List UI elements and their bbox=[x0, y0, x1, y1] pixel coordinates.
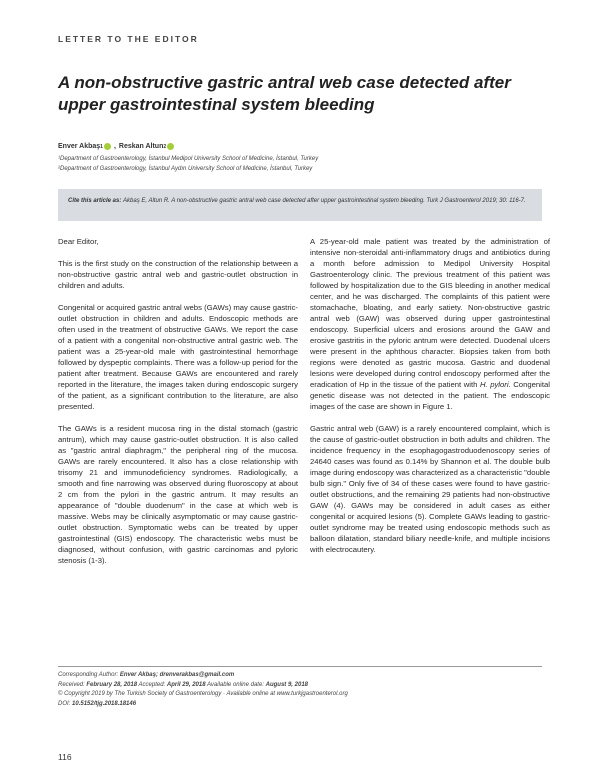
citation-box bbox=[58, 189, 542, 221]
footnotes bbox=[58, 671, 348, 709]
footnote-label: Corresponding Author: bbox=[58, 672, 119, 678]
paragraph: Congenital or acquired gastric antral webs (GAWs) may cause gastric-outlet obstruction in children and adults. Endoscopic methods are often used in the treatment of obstructive GAWs. We report the case of a patient with a congenital non-obstructive antral gastric web. The patient was a 25-year-old male with gastrointestinal hemorrhage followed by dyspeptic complaints. There was a follow-up period for the patient after treatment. Because GAWs are encountered and rarely reported in the literature, the images taken during endoscopic surgery of the patient, as a significant contribution to the literature, are also presented. bbox=[58, 303, 298, 411]
dates-line bbox=[58, 681, 348, 691]
copyright-line: © Copyright 2019 by The Turkish Society of Gastroenterology · Available online at www.turkjgastroenterol.org bbox=[58, 691, 348, 698]
paragraph-text: A 25-year-old male patient was treated by the administration of intensive non-steroidal anti-inflammatory drugs and antibiotics during a month before admission to Medipol University Hospital Gastroenterology clinic. The previous treatment of this patient was followed by hospitalization due to the GIS bleeding in another medical center, and he was discharged. The complaints of this patient were stomachache, bloating, and early satiety. Non-obstructive gastric antral web (GAW) was observed during upper gastrointestinal endoscopy. Superficial ulcers and erosions around the GAW and erosive gastritis in the pyloric antrum were detected. Duodenal ulcers were present in the aphthous character. Biopsies taken from both regions were denoted as gastric mucosa. Gastric and duodenal lesions were developed during control endoscopy performed after the eradication of Hp in the tissue of the patient with bbox=[310, 237, 550, 389]
online-date: August 9, 2018 bbox=[265, 681, 308, 688]
paragraph-text: . Congenital genetic disease was not detected in the patient. The endoscopic images of the case are shown in Figure 1. bbox=[310, 380, 551, 411]
paragraph: Gastric antral web (GAW) is a rarely encountered complaint, which is the cause of gastric-outlet obstruction in both adults and children. The incidence frequency in the esophagogastroduodenoscopy series of 24640 cases was found as 0.14% by Shannon et al. The double bulb image during endoscopy was characterized as a characteristic "double bulb sign." Only five of 34 of these cases were found to have gastric-outlet obstructions, and the remaining 29 patients had non-obstructive GAW (4). GAWs may be considered in adult cases as either congenital or acquired lesions (5). Complete GAWs leading to gastric-outlet syndrome may be treated using endoscopic methods such as balloon dilatation, standard biliary needle-knife, and multiple incisions with electrocautery. bbox=[310, 424, 550, 554]
author-affiliation-sup: 2 bbox=[163, 143, 167, 150]
paragraph: Dear Editor, bbox=[58, 237, 99, 246]
footnote-label: Accepted: bbox=[138, 681, 166, 688]
author-list bbox=[58, 143, 177, 150]
doi-line bbox=[58, 700, 348, 710]
author-name: Enver Akbaş bbox=[58, 143, 101, 150]
footnote-divider bbox=[58, 666, 542, 667]
author-affiliation-sup: 1 bbox=[100, 143, 103, 150]
body-column-left bbox=[58, 236, 298, 577]
doi-link[interactable]: 10.5152/tjg.2018.18146 bbox=[72, 700, 137, 707]
paragraph bbox=[310, 236, 550, 412]
corresponding-author bbox=[58, 671, 348, 681]
species-name: H. pylori bbox=[479, 380, 509, 389]
footnote-label: Received: bbox=[58, 681, 85, 688]
corresponding-name: Enver Akbaş; bbox=[119, 672, 158, 678]
orcid-icon[interactable] bbox=[167, 143, 174, 150]
body-column-right bbox=[310, 236, 550, 566]
footnote-label: DOI: bbox=[58, 700, 71, 707]
orcid-icon[interactable] bbox=[104, 143, 111, 150]
citation-text: Akbaş E, Altun R. A non-obstructive gastric antral web case detected after upper gastrointestinal system bleeding. Turk J Gastroenterol 2019; 30: 116-7. bbox=[123, 198, 526, 204]
accepted-date: April 29, 2018 bbox=[166, 681, 206, 688]
author-separator: , bbox=[113, 143, 116, 150]
section-label: LETTER TO THE EDITOR bbox=[58, 34, 199, 44]
citation-label: Cite this article as: bbox=[68, 198, 122, 204]
author-name: Reskan Altun bbox=[118, 143, 164, 150]
page-number: 116 bbox=[58, 752, 72, 762]
received-date: February 28, 2018 bbox=[86, 681, 138, 688]
paragraph: This is the first study on the construction of the relationship between a non-obstructive gastric antral web and gastric-outlet obstruction in children and adults. bbox=[58, 259, 298, 290]
paragraph: The GAWs is a resident mucosa ring in the distal stomach (gastric antrum), which may cause gastric-outlet obstruction. It is also called as "gastric antral diaphragm," the peripheral ring of the mucosa. GAWs are rarely encountered. It also has a close relationship with trisomy 21 and immunodeficiency syndromes. Radiologically, a smooth and fine narrowing was observed during fluoroscopy at about 2 cm from the pylori in the gastric antrum. It may results an appearance of "double duodenum" in the case at which web is massive. Webs may be clinically asymptomatic or may cause gastric-outlet obstruction. Symptomatic webs can be treated by upper gastrointestinal (GIS) endoscopy. The characteristic webs must be diagnosed, without confusion, with gastric carcinomas and pyloric stenosis (1-3). bbox=[58, 424, 298, 565]
corresponding-email[interactable]: drenverakbas@gmail.com bbox=[159, 672, 235, 678]
affiliation: ¹Department of Gastroenterology, İstanbul Medipol University School of Medicine, İstanbul, Turkey bbox=[58, 156, 319, 162]
affiliation: ²Department of Gastroenterology, İstanbul Aydın University School of Medicine, İstanbul, Turkey bbox=[58, 166, 313, 172]
article-title: A non-obstructive gastric antral web case detected after upper gastrointestinal system bleeding bbox=[58, 73, 511, 114]
footnote-label: Available online date: bbox=[207, 681, 264, 688]
